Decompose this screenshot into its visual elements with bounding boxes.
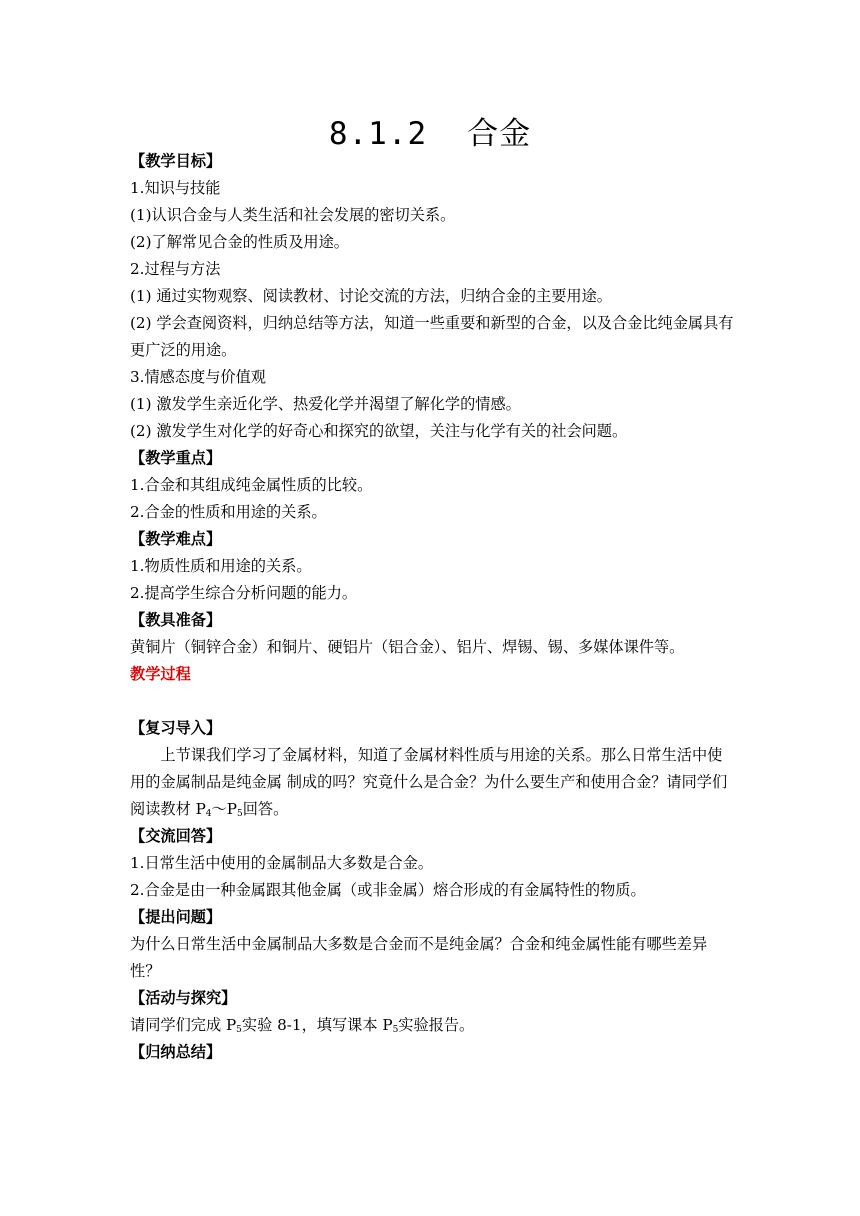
key-point-item: 2.合金的性质和用途的关系。 bbox=[130, 503, 327, 521]
key-point-item: 1.合金和其组成纯金属性质的比较。 bbox=[130, 476, 373, 494]
key-points-heading: 【教学重点】 bbox=[130, 449, 222, 467]
section-number: 8.1.2 bbox=[328, 116, 428, 152]
process-method-item-2: (2) 学会查阅资料，归纳总结等方法，知道一些重要和新型的合金，以及合金比纯金属具有更广泛的用途。 bbox=[130, 314, 734, 359]
emotion-item-1: (1) 激发学生亲近化学、热爱化学并渴望了解化学的情感。 bbox=[130, 395, 521, 413]
activity-heading: 【活动与探究】 bbox=[130, 989, 237, 1007]
document-body bbox=[130, 148, 735, 1066]
discussion-heading: 【交流回答】 bbox=[130, 827, 222, 845]
knowledge-item-2: (2)了解常见合金的性质及用途。 bbox=[130, 233, 349, 251]
objectives-heading: 【教学目标】 bbox=[130, 152, 222, 170]
review-heading: 【复习导入】 bbox=[130, 719, 222, 737]
page-title bbox=[0, 108, 860, 153]
summary-heading: 【归纳总结】 bbox=[130, 1043, 222, 1061]
difficulty-item: 2.提高学生综合分析问题的能力。 bbox=[130, 584, 358, 602]
question-heading: 【提出问题】 bbox=[130, 908, 222, 926]
emotion-item-2: (2) 激发学生对化学的好奇心和探究的欲望，关注与化学有关的社会问题。 bbox=[130, 422, 628, 440]
process-method-title: 2.过程与方法 bbox=[130, 260, 221, 278]
emotion-title: 3.情感态度与价值观 bbox=[130, 368, 266, 386]
discussion-item: 2.合金是由一种金属跟其他金属（或非金属）熔合形成的有金属特性的物质。 bbox=[130, 881, 646, 899]
difficulties-heading: 【教学难点】 bbox=[130, 530, 222, 548]
question-text: 为什么日常生活中金属制品大多数是合金而不是纯金属？合金和纯金属性能有哪些差异性？ bbox=[130, 935, 708, 980]
knowledge-item-1: (1)认识合金与人类生活和社会发展的密切关系。 bbox=[130, 206, 456, 224]
review-text: 上节课我们学习了金属材料，知道了金属材料性质与用途的关系。那么日常生活中使用的金属制品是纯金属 制成的吗？究竟什么是合金？为什么要生产和使用合金？请同学们阅读教材 $P_4\sim P_5$回答。 bbox=[130, 746, 728, 819]
section-title: 合金 bbox=[467, 116, 532, 152]
discussion-item: 1.日常生活中使用的金属制品大多数是合金。 bbox=[130, 854, 434, 872]
activity-text: 请同学们完成 $P_5$实验 8-1，填写课本 $P_5$实验报告。 bbox=[130, 1016, 475, 1035]
materials-text: 黄铜片（铜锌合金）和铜片、硬铝片（铝合金）、铝片、焊锡、锡、多媒体课件等。 bbox=[130, 638, 685, 656]
materials-heading: 【教具准备】 bbox=[130, 611, 222, 629]
teaching-process-heading: 教学过程 bbox=[130, 665, 191, 683]
knowledge-title: 1.知识与技能 bbox=[130, 179, 221, 197]
process-method-item-1: (1) 通过实物观察、阅读教材、讨论交流的方法，归纳合金的主要用途。 bbox=[130, 287, 612, 305]
difficulty-item: 1.物质性质和用途的关系。 bbox=[130, 557, 312, 575]
blank-line bbox=[130, 688, 735, 715]
